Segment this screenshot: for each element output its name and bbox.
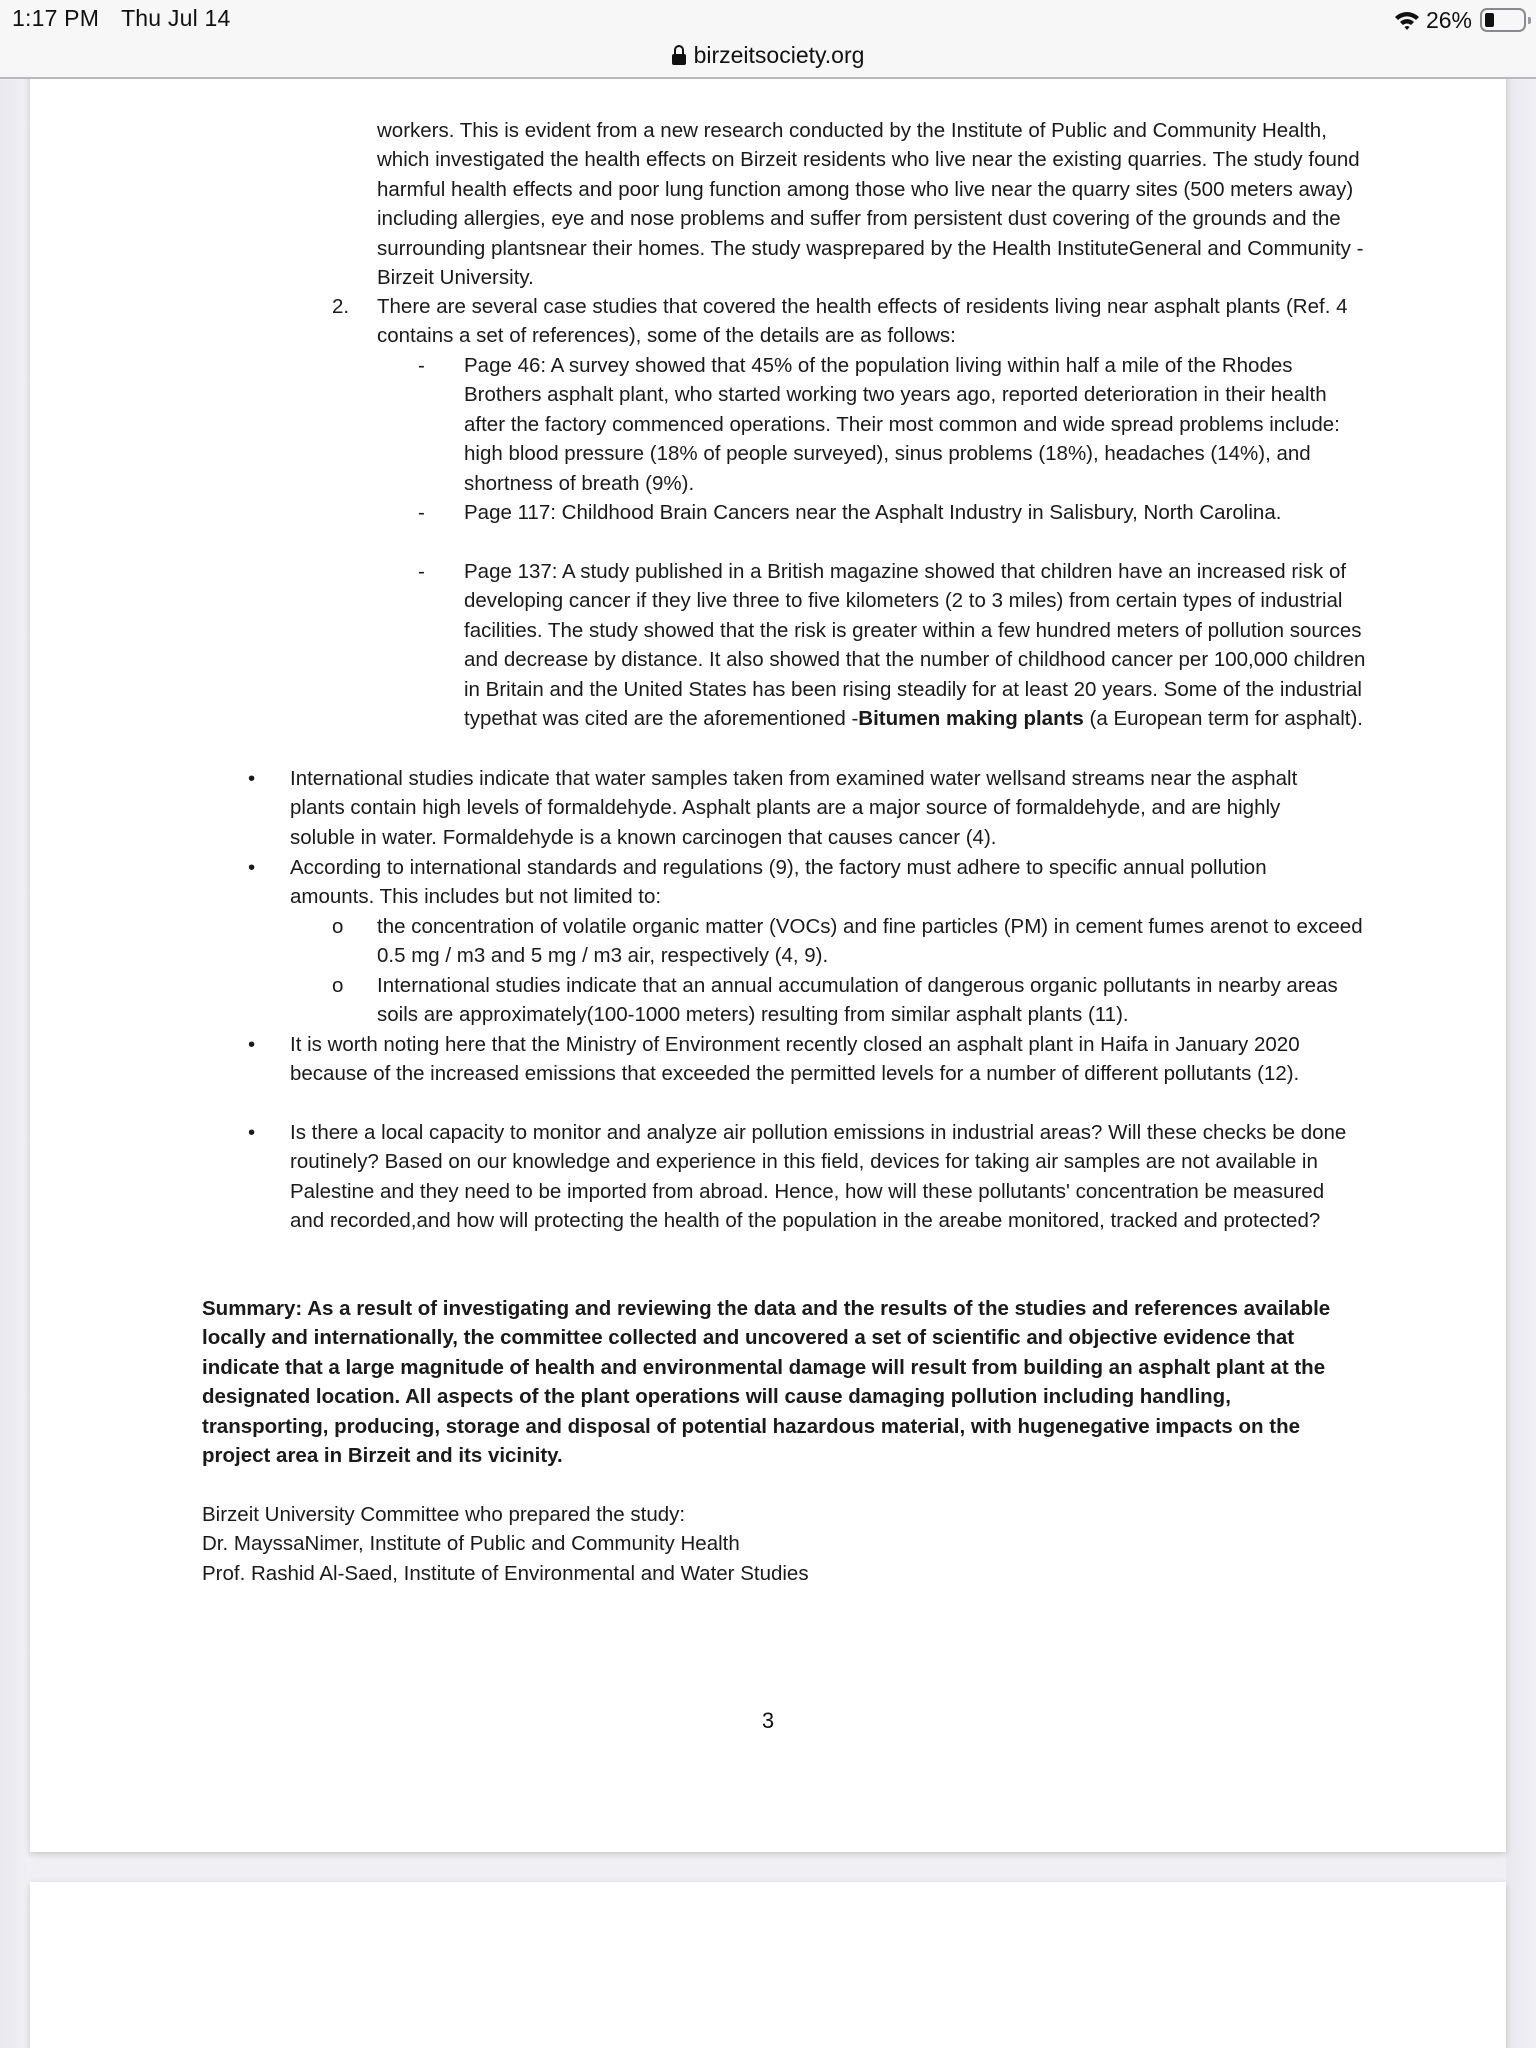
lock-icon <box>672 45 686 65</box>
circle-marker: o <box>332 974 344 997</box>
sub-bullet-item <box>332 912 1367 971</box>
url-text[interactable]: birzeitsociety.org <box>693 41 865 68</box>
sub-item <box>418 557 1374 733</box>
page-number: 3 <box>761 1708 775 1733</box>
battery-level <box>1485 13 1494 27</box>
intro-text: workers. This is evident from a new research conducted by the Institute of Public and Community Health, which investigated the health effects on Birzeit residents who live near the existing quarries. The study found harmful health effects and poor lung function among those who live near the quarry sites (500 meters away) including allergies, eye and nose problems and suffer from persistent dust covering of the grounds and the surrounding plantsnear their homes. The study wasprepared by the Health InstituteGeneral and Community - Birzeit University. <box>377 119 1364 290</box>
sub-bullet-item <box>332 971 1377 1030</box>
bullet-marker: • <box>248 856 256 879</box>
committee-member: Prof. Rashid Al-Saed, Institute of Environmental and Water Studies <box>202 1561 809 1585</box>
sub-item-text: Page 137: A study published in a British magazine showed that children have an increased risk of developing cancer if they live three to five kilometers (2 to 3 miles) from certain types of industrial facilities. The study showed that the risk is greater within a few hundred meters of pollution sources and decrease by distance. It also showed that the number of childhood cancer per 100,000 children in Britain and the United States has been rising steadily for at least 20 years. Some of the industrial typethat was cited are the aforementioned - <box>464 560 1366 731</box>
status-bar-time <box>12 5 230 32</box>
sub-item-bold-text: Bitumen making plants <box>858 707 1084 731</box>
address-bar[interactable] <box>0 38 1536 72</box>
numbered-item <box>332 292 1367 351</box>
battery-nub <box>1528 17 1531 24</box>
bullet-item <box>248 1118 1350 1236</box>
bullet-text: International studies indicate that water samples taken from examined water wellsand streams near the asphalt plants contain high levels of formaldehyde. Asphalt plants are a major source of formaldehyde, and are highly soluble in water. Formaldehyde is a known carcinogen that causes cancer (4). <box>290 767 1298 849</box>
sub-item <box>418 351 1369 498</box>
bullet-text: Is there a local capacity to monitor and analyze air pollution emissions in industrial areas? Will these checks be done routinely? Based on our knowledge and experience in this field, devices for taking air samples are not available in Palestine and they need to be imported from abroad. Hence, how will these pollutants' concentration be measured and recorded,and how will protecting the health of the population in the areabe monitored, tracked and protected? <box>290 1121 1347 1233</box>
status-bar-indicators <box>1394 5 1526 35</box>
sub-bullet-text: International studies indicate that an annual accumulation of dangerous organic pollutants in nearby areas soils are approximately(100-1000 meters) resulting from similar asphalt plants (11). <box>377 974 1338 1027</box>
committee-block <box>202 1500 1102 1588</box>
bullet-text: According to international standards and regulations (9), the factory must adhere to specific annual pollution amounts. This includes but not limited to: <box>290 856 1267 909</box>
bullet-text: It is worth noting here that the Ministry of Environment recently closed an asphalt plant in Haifa in January 2020 because of the increased emissions that exceeded the permitted levels for a number of different pollutants (12). <box>290 1033 1300 1086</box>
sub-item-text: Page 46: A survey showed that 45% of the population living within half a mile of the Rhodes Brothers asphalt plant, who started working two years ago, reported deterioration in their health after the factory commenced operations. Their most common and wide spread problems include: high blood pressure (18% of people surveyed), sinus problems (18%), headaches (14%), and shortness of breath (9%). <box>464 354 1340 495</box>
browser-chrome <box>0 0 1536 79</box>
bullet-marker: • <box>248 767 256 790</box>
bullet-marker: • <box>248 1121 256 1144</box>
committee-heading: Birzeit University Committee who prepared the study: <box>202 1503 686 1526</box>
sub-item-text-after: (a European term for asphalt). <box>1083 707 1363 731</box>
battery-icon <box>1480 8 1526 32</box>
clock-date: Thu Jul 14 <box>121 5 231 31</box>
circle-marker: o <box>332 915 344 938</box>
next-document-page <box>30 1882 1506 2048</box>
bullet-item <box>248 853 1310 912</box>
bullet-item <box>248 1030 1310 1089</box>
sub-item <box>418 498 1334 527</box>
numbered-item-text: There are several case studies that covered the health effects of residents living near asphalt plants (Ref. 4 contains a set of references), some of the details are as follows: <box>377 295 1348 348</box>
bullet-marker: • <box>248 1033 256 1056</box>
right-gutter <box>1506 80 1536 2048</box>
sub-bullet-text: the concentration of volatile organic matter (VOCs) and fine particles (PM) in cement fumes arenot to exceed 0.5 mg / m3 and 5 mg / m3 air, respectively (4, 9). <box>377 915 1363 968</box>
intro-paragraph <box>377 116 1367 292</box>
dash-marker: - <box>418 354 425 377</box>
committee-member: Dr. MayssaNimer, Institute of Public and Community Health <box>202 1532 740 1556</box>
summary-text: Summary: As a result of investigating and reviewing the data and the results of the studies and references available locally and internationally, the committee collected and uncovered a set of scientific and objective evidence that indicate that a large magnitude of health and environmental damage will result from building an asphalt plant at the designated location. All aspects of the plant operations will cause damaging pollution including handling, transporting, producing, storage and disposal of potential hazardous material, with hugenegative impacts on the project area in Birzeit and its vicinity. <box>202 1297 1331 1468</box>
clock-time: 1:17 PM <box>12 5 100 31</box>
dash-marker: - <box>418 501 425 524</box>
bullet-item <box>248 764 1350 852</box>
dash-marker: - <box>418 560 425 583</box>
item-number: 2. <box>332 295 350 318</box>
battery-percentage: 26% <box>1425 6 1472 33</box>
sub-item-text: Page 117: Childhood Brain Cancers near the Asphalt Industry in Salisbury, North Carolina. <box>464 501 1282 524</box>
wifi-icon <box>1394 9 1420 31</box>
document-page <box>30 60 1506 1852</box>
left-gutter <box>0 80 30 2048</box>
summary-paragraph <box>202 1294 1362 1470</box>
